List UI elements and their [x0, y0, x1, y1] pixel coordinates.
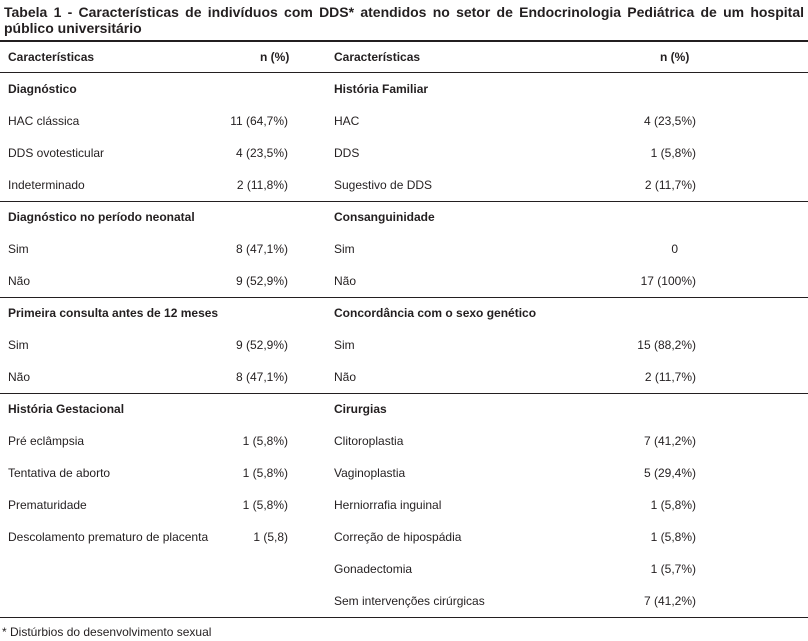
section-title-primeira-consulta: Primeira consulta antes de 12 meses: [8, 306, 219, 320]
header-characteristics-left: Características: [8, 50, 95, 64]
row-value: 5 (29,4%): [643, 466, 696, 480]
row-label: Gonadectomia: [334, 562, 413, 576]
section-divider: [0, 201, 808, 202]
row-label: Pré eclâmpsia: [8, 434, 85, 448]
section-divider: [0, 393, 808, 394]
row-value: 8 (47,1%): [235, 370, 288, 384]
row-label: Não: [8, 370, 31, 384]
section-title-diagnostico: Diagnóstico: [8, 82, 77, 96]
section-title-neonatal: Diagnóstico no período neonatal: [8, 210, 195, 224]
row-label: Tentativa de aborto: [8, 466, 111, 480]
row-label: DDS: [334, 146, 360, 160]
row-value: 4 (23,5%): [643, 114, 696, 128]
row-value: 1 (5,8): [253, 530, 288, 544]
row-label: Clitoroplastia: [334, 434, 404, 448]
row-value: 2 (11,7%): [644, 370, 696, 384]
row-label: Herniorrafia inguinal: [334, 498, 442, 512]
row-label: Não: [334, 370, 357, 384]
row-label: HAC: [334, 114, 360, 128]
section-title-consanguinidade: Consanguinidade: [334, 210, 435, 224]
row-label: Sim: [334, 242, 355, 256]
row-value: 2 (11,8%): [236, 178, 288, 192]
row-label: Sugestivo de DDS: [334, 178, 433, 192]
header-bottom-rule: [0, 72, 808, 73]
table-top-rule: [0, 40, 808, 42]
row-value: 1 (5,8%): [650, 146, 696, 160]
row-label: Não: [8, 274, 31, 288]
header-n-left: n (%): [260, 50, 290, 64]
row-value: 1 (5,8%): [242, 434, 288, 448]
row-value: 9 (52,9%): [235, 274, 288, 288]
table-caption: Tabela 1 - Características de indivíduos com DDS* atendidos no setor de Endocrinologia Pediátrica de um hospital público universitário: [4, 4, 804, 36]
row-value: 1 (5,8%): [242, 498, 288, 512]
section-divider: [0, 297, 808, 298]
row-value: 15 (88,2%): [637, 338, 696, 352]
row-value: 4 (23,5%): [235, 146, 288, 160]
section-title-concordancia: Concordância com o sexo genético: [334, 306, 537, 320]
row-label: Sim: [8, 338, 29, 352]
row-label: Sim: [334, 338, 355, 352]
row-value: 8 (47,1%): [235, 242, 288, 256]
row-label: Indeterminado: [8, 178, 85, 192]
row-value: 0: [671, 242, 678, 256]
row-value: 2 (11,7%): [644, 178, 696, 192]
row-label: Sem intervenções cirúrgicas: [334, 594, 485, 608]
row-value: 7 (41,2%): [643, 434, 696, 448]
row-value: 17 (100%): [640, 274, 696, 288]
row-value: 1 (5,8%): [650, 530, 696, 544]
row-value: 1 (5,8%): [650, 498, 696, 512]
section-title-historia-gestacional: História Gestacional: [8, 402, 125, 416]
section-title-historia-familiar: História Familiar: [334, 82, 429, 96]
row-value: 1 (5,7%): [650, 562, 696, 576]
row-label: Prematuridade: [8, 498, 87, 512]
header-characteristics-right: Características: [334, 50, 421, 64]
row-value: 7 (41,2%): [643, 594, 696, 608]
footnote: * Distúrbios do desenvolvimento sexual: [2, 625, 212, 639]
row-label: HAC clássica: [8, 114, 80, 128]
row-label: Descolamento prematuro de placenta: [8, 530, 209, 544]
row-value: 9 (52,9%): [235, 338, 288, 352]
row-label: Correção de hipospádia: [334, 530, 462, 544]
header-n-right: n (%): [660, 50, 690, 64]
row-label: DDS ovotesticular: [8, 146, 105, 160]
row-value: 1 (5,8%): [242, 466, 288, 480]
table-bottom-rule: [0, 617, 808, 618]
row-label: Vaginoplastia: [334, 466, 406, 480]
row-value: 11 (64,7%): [230, 114, 288, 128]
section-title-cirurgias: Cirurgias: [334, 402, 387, 416]
row-label: Sim: [8, 242, 29, 256]
row-label: Não: [334, 274, 357, 288]
